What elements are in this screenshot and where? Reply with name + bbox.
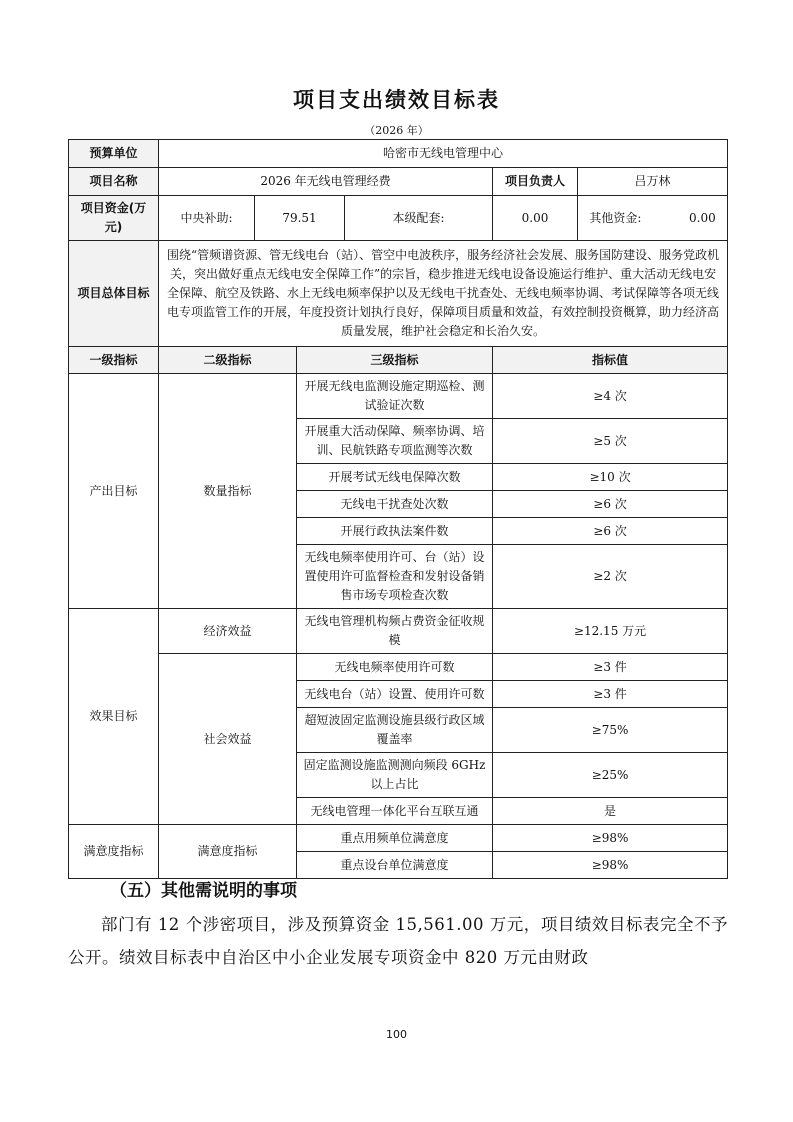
body-paragraph: 部门有 12 个涉密项目，涉及预算资金 15,561.00 万元，项目绩效目标表完全不予公开。绩效目标表中自治区中小企业发展专项资金中 820 万元由财政 <box>68 915 728 967</box>
indicator-name: 超短波固定监测设施县级行政区域覆盖率 <box>297 708 493 753</box>
econ-level2: 经济效益 <box>159 609 297 654</box>
indicator-header-row <box>69 347 728 374</box>
unit-label: 预算单位 <box>69 140 159 168</box>
indicator-name: 开展考试无线电保障次数 <box>297 464 493 491</box>
header-value: 指标值 <box>493 347 728 374</box>
indicator-value: ≥10 次 <box>493 464 728 491</box>
project-row <box>69 168 728 196</box>
indicator-value: ≥4 次 <box>493 374 728 419</box>
indicator-name: 无线电台（站）设置、使用许可数 <box>297 681 493 708</box>
section-heading: （五）其他需说明的事项 <box>110 881 297 901</box>
social-level2: 社会效益 <box>159 654 297 825</box>
indicator-value: ≥6 次 <box>493 518 728 545</box>
year-label: （2026 年） <box>364 124 429 137</box>
indicator-value: ≥3 件 <box>493 654 728 681</box>
table-row <box>69 654 728 681</box>
goal-text: 围绕“管频谱资源、管无线电台（站）、管空中电波秩序，服务经济社会发展、服务国防建设、服务党政机关，突出做好重点无线电安全保障工作”的宗旨，稳步推进无线电设备设施运行维护、重大活动无线电安全保障、航空及铁路、水上无线电频率保护以及无线电干扰查处、无线电频率协调、考试保障等各项无线电专项监管工作的开展，年度投资计划执行良好，保障项目质量和效益，有效控制投资概算，助力经济高质量发展，维护社会稳定和长治久安。 <box>159 241 728 347</box>
indicator-name: 无线电频率使用许可、台（站）设置使用许可监督检查和发射设备销售市场专项检查次数 <box>297 545 493 609</box>
indicator-value: ≥2 次 <box>493 545 728 609</box>
indicator-name: 重点用频单位满意度 <box>297 825 493 852</box>
fund-label: 项目资金(万元) <box>69 196 159 241</box>
indicator-name: 无线电管理机构频占费资金征收规模 <box>297 609 493 654</box>
central-label: 中央补助: <box>159 196 255 241</box>
indicator-value: ≥12.15 万元 <box>493 609 728 654</box>
other-funds <box>578 196 728 241</box>
local-label: 本级配套: <box>345 196 493 241</box>
satisfaction-level1: 满意度指标 <box>69 825 159 879</box>
indicator-name: 固定监测设施监测测向频段 6GHz 以上占比 <box>297 753 493 798</box>
indicator-name: 开展重大活动保障、频率协调、培训、民航铁路专项监测等次数 <box>297 419 493 464</box>
output-level1: 产出目标 <box>69 374 159 609</box>
indicator-name: 无线电干扰查处次数 <box>297 491 493 518</box>
indicator-value: ≥6 次 <box>493 491 728 518</box>
indicator-value: ≥5 次 <box>493 419 728 464</box>
indicator-value: ≥98% <box>493 825 728 852</box>
performance-target-table <box>68 139 728 879</box>
fund-row <box>69 196 728 241</box>
page-title: 项目支出绩效目标表 <box>293 88 500 112</box>
indicator-value: ≥3 件 <box>493 681 728 708</box>
other-label: 其他资金: <box>589 210 642 225</box>
effect-level1: 效果目标 <box>69 609 159 825</box>
unit-value: 哈密市无线电管理中心 <box>159 140 728 168</box>
central-value: 79.51 <box>255 196 345 241</box>
header-level3: 三级指标 <box>297 347 493 374</box>
unit-row <box>69 140 728 168</box>
indicator-name: 无线电频率使用许可数 <box>297 654 493 681</box>
table-row <box>69 825 728 852</box>
page-number: 100 <box>386 1028 407 1041</box>
indicator-name: 无线电管理一体化平台互联互通 <box>297 798 493 825</box>
header-level1: 一级指标 <box>69 347 159 374</box>
local-value: 0.00 <box>493 196 578 241</box>
indicator-value: ≥98% <box>493 852 728 879</box>
indicator-name: 开展行政执法案件数 <box>297 518 493 545</box>
other-value: 0.00 <box>689 210 716 225</box>
leader-value: 吕万林 <box>578 168 728 196</box>
header-level2: 二级指标 <box>159 347 297 374</box>
indicator-value: ≥25% <box>493 753 728 798</box>
indicator-value: 是 <box>493 798 728 825</box>
indicator-name: 开展无线电监测设施定期巡检、测试验证次数 <box>297 374 493 419</box>
project-value: 2026 年无线电管理经费 <box>159 168 493 196</box>
leader-label: 项目负责人 <box>493 168 578 196</box>
table-row <box>69 374 728 419</box>
indicator-value: ≥75% <box>493 708 728 753</box>
table-row <box>69 609 728 654</box>
indicator-name: 重点设台单位满意度 <box>297 852 493 879</box>
satisfaction-level2: 满意度指标 <box>159 825 297 879</box>
goal-row <box>69 241 728 347</box>
goal-label: 项目总体目标 <box>69 241 159 347</box>
project-label: 项目名称 <box>69 168 159 196</box>
output-level2: 数量指标 <box>159 374 297 609</box>
